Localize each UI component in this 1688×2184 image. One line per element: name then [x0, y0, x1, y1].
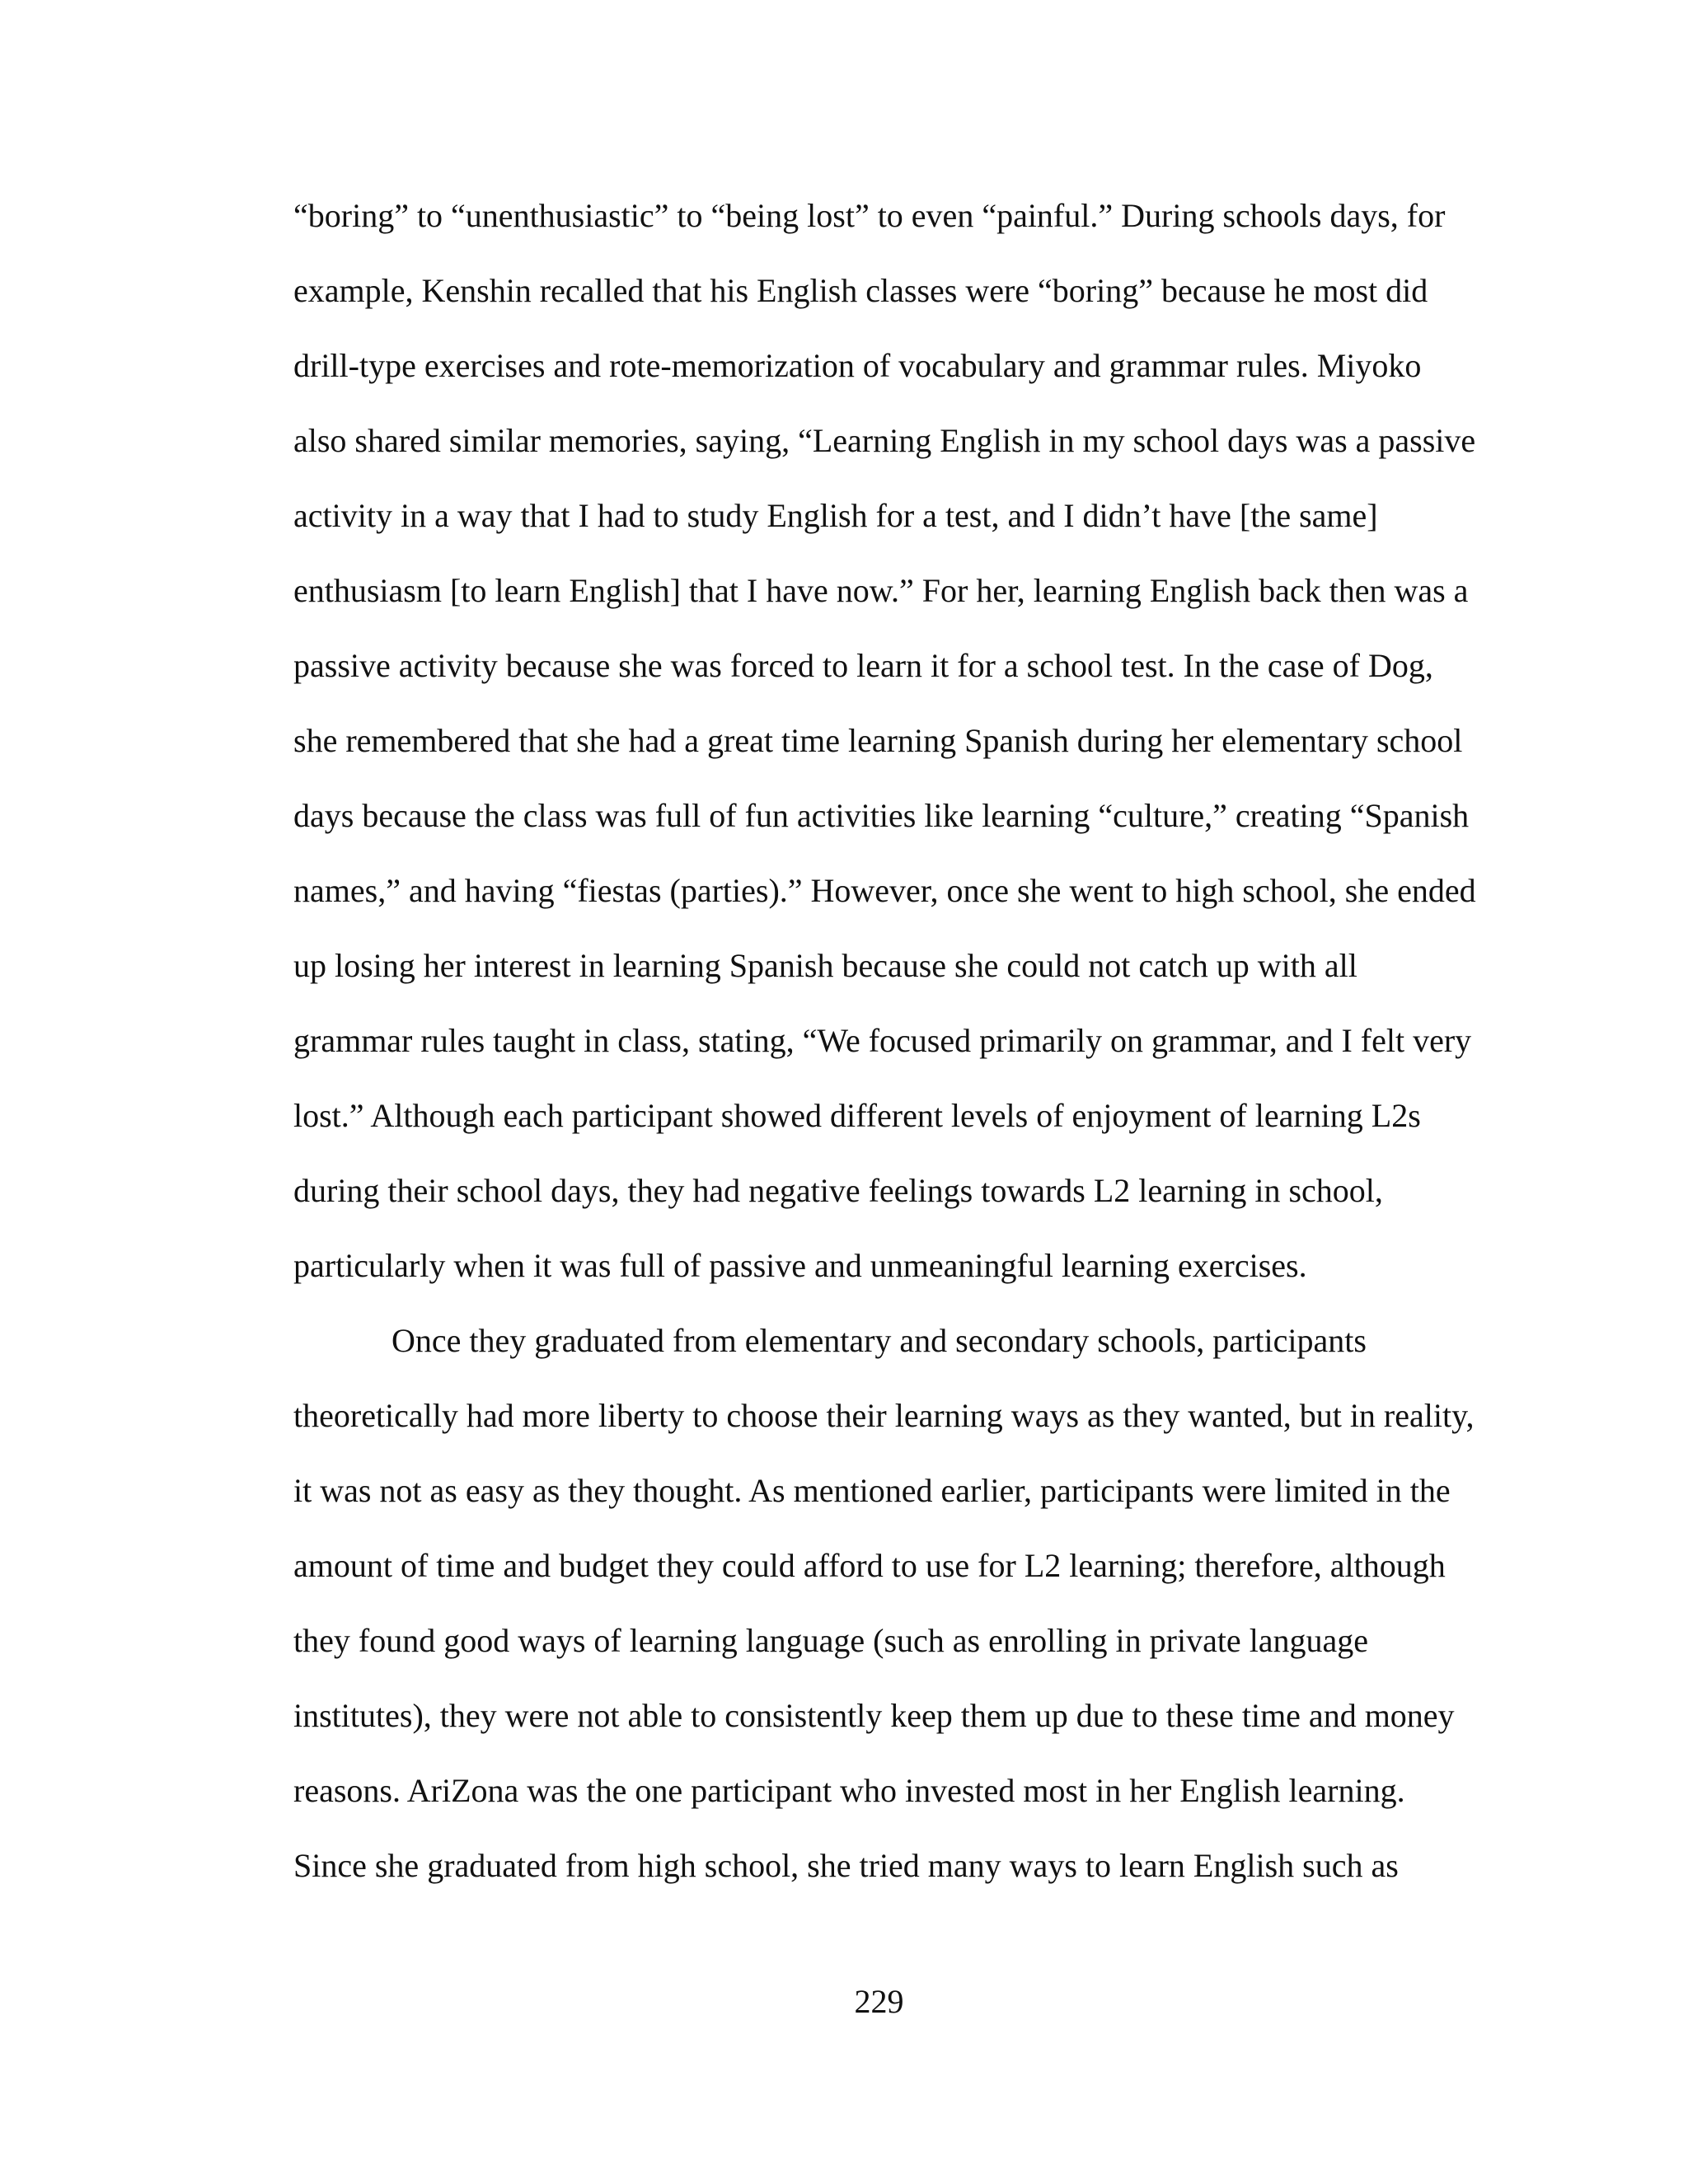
text-line: passive activity because she was forced to learn it for a school test. In the case of Dog,	[293, 647, 1433, 684]
text-line: they found good ways of learning language (such as enrolling in private language	[293, 1622, 1369, 1659]
text-line: during their school days, they had negative feelings towards L2 learning in school,	[293, 1172, 1383, 1209]
text-line: she remembered that she had a great time learning Spanish during her elementary school	[293, 722, 1463, 759]
text-line: activity in a way that I had to study English for a test, and I didn’t have [the same]	[293, 497, 1378, 534]
text-line: example, Kenshin recalled that his English classes were “boring” because he most did	[293, 272, 1428, 309]
text-line: it was not as easy as they thought. As mentioned earlier, participants were limited in the	[293, 1472, 1451, 1509]
text-line: theoretically had more liberty to choose their learning ways as they wanted, but in reality,	[293, 1397, 1475, 1434]
text-line: enthusiasm [to learn English] that I have now.” For her, learning English back then was a	[293, 572, 1469, 609]
text-line: reasons. AriZona was the one participant who invested most in her English learning.	[293, 1772, 1405, 1809]
text-line: Since she graduated from high school, she tried many ways to learn English such as	[293, 1847, 1399, 1884]
text-line: up losing her interest in learning Spanish because she could not catch up with all	[293, 947, 1357, 984]
text-line: lost.” Although each participant showed different levels of enjoyment of learning L2s	[293, 1097, 1421, 1134]
text-line: days because the class was full of fun activities like learning “culture,” creating “Spanish	[293, 797, 1470, 834]
text-line: also shared similar memories, saying, “Learning English in my school days was a passive	[293, 422, 1476, 459]
paragraph-first-line: Once they graduated from elementary and secondary schools, participants	[392, 1322, 1367, 1359]
text-line: names,” and having “fiestas (parties).” However, once she went to high school, she ended	[293, 872, 1476, 909]
text-line: particularly when it was full of passive and unmeaningful learning exercises.	[293, 1247, 1307, 1284]
text-line: grammar rules taught in class, stating, “We focused primarily on grammar, and I felt very	[293, 1022, 1472, 1059]
page-number: 229	[854, 1983, 904, 2020]
text-line: drill-type exercises and rote-memorization of vocabulary and grammar rules. Miyoko	[293, 347, 1422, 384]
text-line: amount of time and budget they could afford to use for L2 learning; therefore, although	[293, 1547, 1446, 1584]
text-line: “boring” to “unenthusiastic” to “being lost” to even “painful.” During schools days, for	[293, 197, 1446, 234]
text-line: institutes), they were not able to consistently keep them up due to these time and money	[293, 1697, 1455, 1734]
